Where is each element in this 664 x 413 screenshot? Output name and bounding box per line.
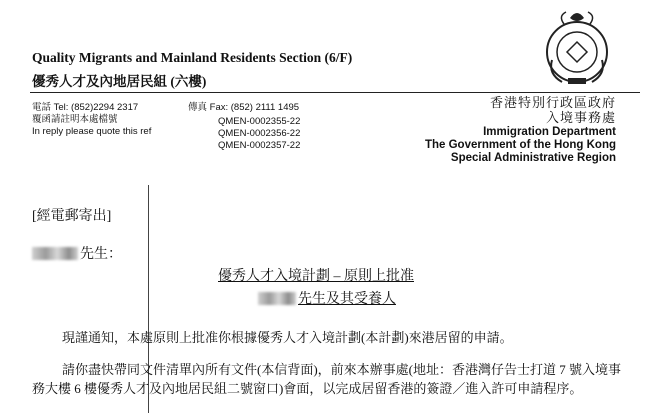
department-english-line2: The Government of the Hong Kong: [424, 139, 616, 151]
reference-note-english: In reply please quote this ref: [32, 126, 152, 137]
department-chinese-line2: 入境事務處: [545, 111, 616, 126]
department-english-line1: Immigration Department: [483, 126, 616, 138]
reference-number: QMEN-0002356-22: [218, 128, 301, 139]
letter-subtitle-text: 先生及其受養人: [298, 292, 396, 307]
delivery-method: [經電郵寄出]: [32, 209, 112, 224]
paragraph-instructions: 請你盡快帶同文件清單內所有文件(本信背面)，前來本辦事處(地址：香港灣仔告士打道 7 號入境事務大樓 6 樓優秀人才及內地居民組二號窗口)會面，以完成居留香港的簽證／進入許可申請程序。: [32, 362, 621, 396]
redacted-name: [32, 247, 78, 260]
reference-numbers: [218, 116, 300, 152]
department-english-line3: Special Administrative Region: [450, 152, 616, 164]
reference-note-chinese: 覆函請註明本處檔號: [32, 114, 118, 125]
section-title-english: Quality Migrants and Mainland Residents Section (6/F): [32, 50, 353, 65]
telephone: 電話 Tel: (852)2294 2317: [32, 102, 139, 113]
reference-number: QMEN-0002357-22: [218, 140, 301, 151]
department-chinese-line1: 香港特別行政區政府: [489, 96, 616, 111]
redacted-name: [258, 292, 296, 305]
salutation-text: 先生：: [80, 247, 122, 262]
reference-number: QMEN-0002355-22: [218, 116, 301, 127]
hk-government-emblem: [540, 4, 614, 88]
department-block: [425, 96, 616, 165]
fax: 傳真 Fax: (852) 2111 1495: [188, 102, 300, 113]
letter-subtitle: [258, 288, 396, 308]
salutation: [32, 243, 122, 263]
letter-title: 優秀人才入境計劃 – 原則上批准: [218, 269, 414, 284]
header-divider: [30, 92, 640, 93]
section-title-chinese: 優秀人才及內地居民組 (六樓): [32, 74, 207, 89]
paragraph-approval: 現謹通知，本處原則上批准你根據優秀人才入境計劃(本計劃)來港居留的申請。: [62, 330, 513, 345]
